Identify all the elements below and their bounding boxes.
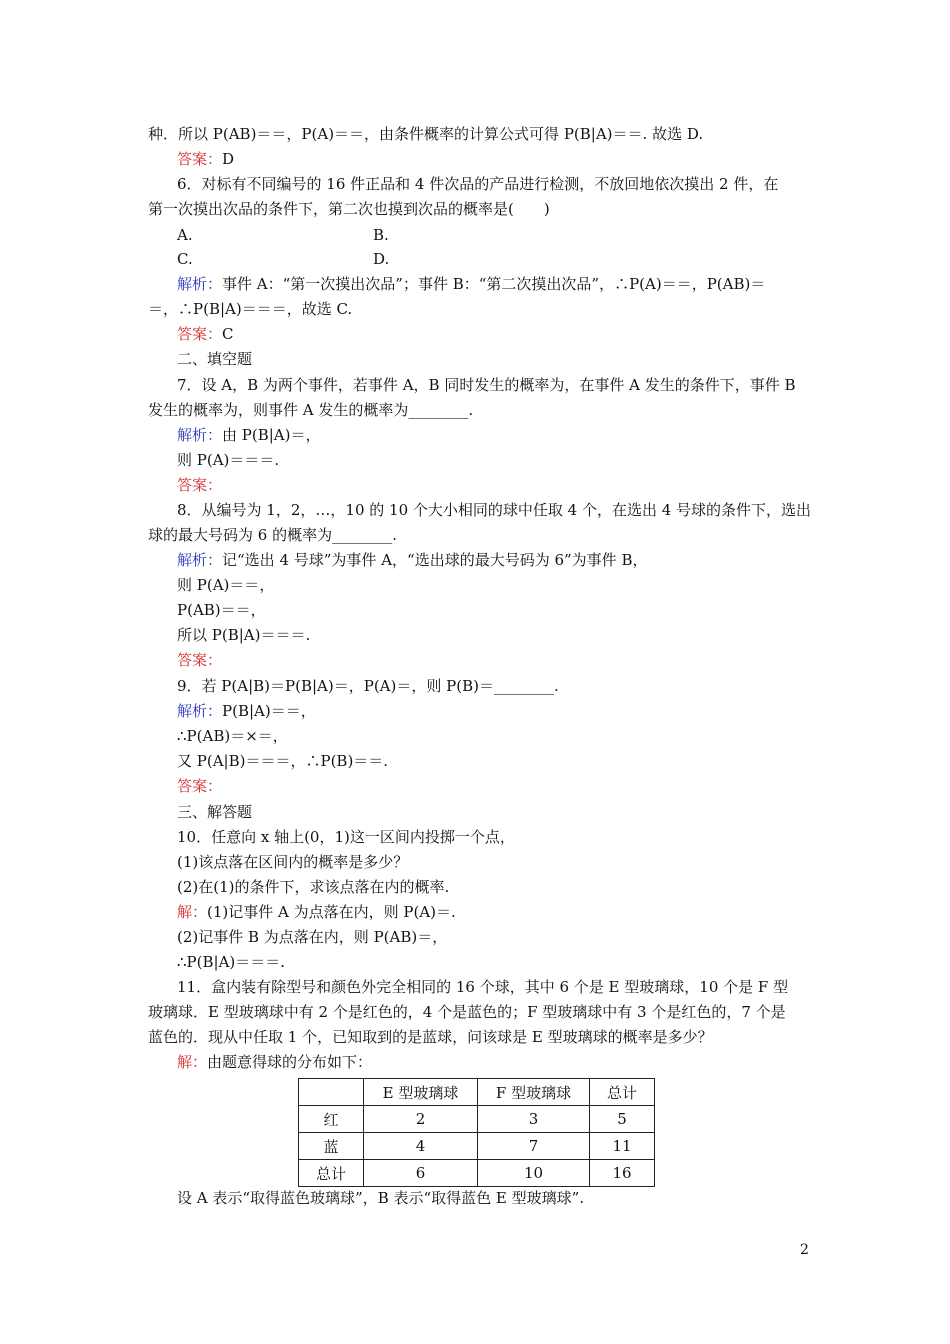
answer-value: D <box>222 150 235 168</box>
answer-label: 答案： <box>177 150 223 168</box>
table-cell: 总计 <box>299 1160 364 1187</box>
q7-stem-line1: 7．设 A，B 为两个事件，若事件 A，B 同时发生的概率为，在事件 A 发生的条件下，事件 B <box>177 376 796 394</box>
q8-analysis-line3: P(AB)＝＝， <box>177 601 266 619</box>
table-row <box>299 1106 655 1133</box>
q5-solution-tail: 种．所以 P(AB)＝＝，P(A)＝＝，由条件概率的计算公式可得 P(B|A)＝＝. 故选 D. <box>148 125 704 143</box>
table-cell: 11 <box>590 1133 655 1160</box>
q8-analysis-line4: 所以 P(B|A)＝＝＝. <box>177 626 311 644</box>
q9-analysis-line1 <box>177 701 316 721</box>
answer-label: 答案： <box>177 777 223 795</box>
q7-analysis-line1 <box>177 425 321 445</box>
q10-solution-line2: (2)记事件 B 为点落在内，则 P(AB)＝， <box>177 928 448 946</box>
analysis-label: 解析： <box>177 702 223 720</box>
table-row <box>299 1160 655 1187</box>
q6-analysis-line1 <box>177 274 765 294</box>
solution-text: 由题意得球的分布如下： <box>207 1053 373 1071</box>
table-cell: 红 <box>299 1106 364 1133</box>
analysis-text: P(B|A)＝＝， <box>222 702 316 720</box>
answer-label: 答案： <box>177 325 223 343</box>
table-cell: 4 <box>364 1133 478 1160</box>
analysis-label: 解析： <box>177 551 223 569</box>
table-header-cell <box>299 1079 364 1106</box>
q6-option-a: A. <box>177 226 193 244</box>
q10-solution-line1 <box>177 902 456 922</box>
solution-label: 解： <box>177 903 208 921</box>
q7-analysis-line2: 则 P(A)＝＝＝. <box>177 451 280 469</box>
q6-answer <box>177 324 234 344</box>
answer-value: C <box>222 325 234 343</box>
answer-label: 答案： <box>177 651 223 669</box>
q6-option-c: C. <box>177 250 193 268</box>
table-cell: 7 <box>478 1133 590 1160</box>
q9-stem: 9．若 P(A|B)＝P(B|A)＝，P(A)＝，则 P(B)＝________. <box>177 677 559 695</box>
table-header-row <box>299 1079 655 1106</box>
q8-stem-line1: 8．从编号为 1，2，…，10 的 10 个大小相同的球中任取 4 个，在选出 4 号球的条件下，选出 <box>177 501 812 519</box>
q9-answer <box>177 776 222 796</box>
table-cell: 16 <box>590 1160 655 1187</box>
page-number: 2 <box>800 1242 809 1258</box>
table-cell: 蓝 <box>299 1133 364 1160</box>
q10-part2: (2)在(1)的条件下，求该点落在内的概率. <box>177 878 450 896</box>
q9-analysis-line2: ∴P(AB)＝×＝， <box>177 727 288 745</box>
analysis-label: 解析： <box>177 275 223 293</box>
solution-text: (1)记事件 A 为点落在内，则 P(A)＝. <box>207 903 456 921</box>
q6-analysis-line2: ＝，∴P(B|A)＝＝＝，故选 C. <box>148 300 353 318</box>
table-header-cell: F 型玻璃球 <box>478 1079 590 1106</box>
q10-solution-line3: ∴P(B|A)＝＝＝. <box>177 953 286 971</box>
q11-stem-line3: 蓝色的．现从中任取 1 个，已知取到的是蓝球，问该球是 E 型玻璃球的概率是多少？ <box>148 1028 713 1046</box>
table-header-cell: 总计 <box>590 1079 655 1106</box>
table-header-cell: E 型玻璃球 <box>364 1079 478 1106</box>
q10-stem: 10．任意向 x 轴上(0，1)这一区间内投掷一个点， <box>177 828 515 846</box>
section-fill-in-heading: 二、填空题 <box>177 350 253 368</box>
q11-solution-line2: 设 A 表示“取得蓝色玻璃球”，B 表示“取得蓝色 E 型玻璃球”. <box>177 1189 585 1207</box>
table-cell: 6 <box>364 1160 478 1187</box>
table-cell: 3 <box>478 1106 590 1133</box>
analysis-label: 解析： <box>177 426 223 444</box>
q8-answer <box>177 650 222 670</box>
q10-part1: (1)该点落在区间内的概率是多少？ <box>177 853 409 871</box>
section-solve-heading: 三、解答题 <box>177 803 253 821</box>
q5-answer <box>177 149 234 169</box>
analysis-text: 事件 A：“第一次摸出次品”；事件 B：“第二次摸出次品”，∴P(A)＝＝，P(AB)＝ <box>222 275 766 293</box>
q7-stem-line2: 发生的概率为，则事件 A 发生的概率为________. <box>148 401 474 419</box>
table-cell: 10 <box>478 1160 590 1187</box>
analysis-text: 由 P(B|A)＝， <box>222 426 321 444</box>
q7-answer <box>177 475 222 495</box>
q6-option-d: D. <box>373 250 390 268</box>
q8-stem-line2: 球的最大号码为 6 的概率为________. <box>148 526 397 544</box>
q11-stem-line1: 11．盒内装有除型号和颜色外完全相同的 16 个球，其中 6 个是 E 型玻璃球，10 个是 F 型 <box>177 978 789 996</box>
q8-analysis-line1 <box>177 550 647 570</box>
q9-analysis-line3: 又 P(A|B)＝＝＝，∴P(B)＝＝. <box>177 752 389 770</box>
q8-analysis-line2: 则 P(A)＝＝， <box>177 576 275 594</box>
solution-label: 解： <box>177 1053 208 1071</box>
answer-label: 答案： <box>177 476 223 494</box>
table-row <box>299 1133 655 1160</box>
q6-option-b: B. <box>373 226 389 244</box>
ball-distribution-table <box>298 1078 655 1187</box>
analysis-text: 记“选出 4 号球”为事件 A，“选出球的最大号码为 6”为事件 B， <box>222 551 648 569</box>
q11-stem-line2: 玻璃球．E 型玻璃球中有 2 个是红色的，4 个是蓝色的；F 型玻璃球中有 3 个是红色的，7 个是 <box>148 1003 786 1021</box>
q6-stem-line1: 6．对标有不同编号的 16 件正品和 4 件次品的产品进行检测，不放回地依次摸出 2 件，在 <box>177 175 779 193</box>
table-cell: 5 <box>590 1106 655 1133</box>
q6-stem-line2: 第一次摸出次品的条件下，第二次也摸到次品的概率是( ) <box>148 200 550 218</box>
table-cell: 2 <box>364 1106 478 1133</box>
q11-solution-line1 <box>177 1052 372 1072</box>
